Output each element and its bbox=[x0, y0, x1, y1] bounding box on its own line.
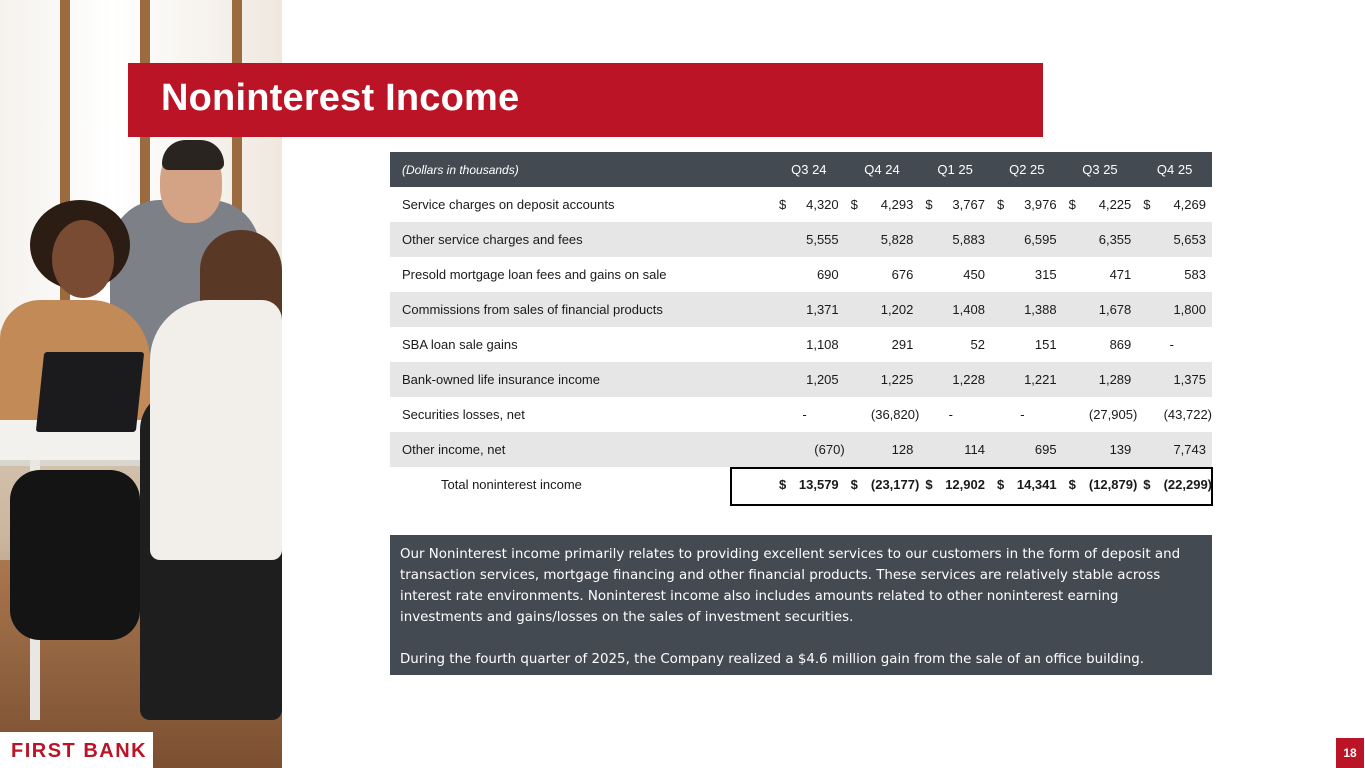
photo-person-client bbox=[150, 300, 282, 560]
table-row bbox=[390, 292, 1212, 327]
currency-symbol bbox=[845, 222, 865, 257]
currency-symbol bbox=[919, 257, 939, 292]
currency-symbol bbox=[773, 327, 793, 362]
currency-symbol bbox=[773, 222, 793, 257]
cell-value: - bbox=[802, 407, 807, 422]
cell-value: 3,767 bbox=[952, 197, 985, 212]
currency-symbol bbox=[1137, 222, 1157, 257]
currency-symbol bbox=[845, 292, 865, 327]
cell-value: 14,341 bbox=[1016, 477, 1057, 492]
noninterest-income-table bbox=[390, 152, 1212, 502]
cell-value: 151 bbox=[1034, 337, 1057, 352]
cell-value: 471 bbox=[1109, 267, 1132, 282]
currency-symbol bbox=[1063, 327, 1083, 362]
cell-value: 4,225 bbox=[1098, 197, 1132, 212]
cell-value: 3,976 bbox=[1024, 197, 1057, 212]
logo-text: FIRST BANK bbox=[11, 740, 148, 762]
cell-value: 13,579 bbox=[798, 477, 839, 492]
currency-symbol bbox=[991, 292, 1011, 327]
currency-symbol bbox=[991, 327, 1011, 362]
cell-value: 4,320 bbox=[806, 197, 839, 212]
logo bbox=[0, 732, 153, 768]
total-row bbox=[390, 467, 1212, 502]
table-row bbox=[390, 222, 1212, 257]
cell-value: 52 bbox=[970, 337, 985, 352]
cell-value: 695 bbox=[1034, 442, 1057, 457]
currency-symbol: $ bbox=[1068, 197, 1076, 212]
cell-value: 1,289 bbox=[1098, 372, 1132, 387]
currency-symbol: $ bbox=[1143, 477, 1151, 492]
photo-laptop bbox=[36, 352, 144, 432]
commentary-paragraph: During the fourth quarter of 2025, the Company realized a $4.6 million gain from the sale of an office building. bbox=[400, 652, 1145, 667]
cell-value: 5,883 bbox=[952, 232, 985, 247]
currency-symbol: $ bbox=[996, 197, 1005, 212]
cell-value: - bbox=[948, 407, 953, 422]
cell-value: 1,388 bbox=[1024, 302, 1057, 317]
cell-value: 676 bbox=[891, 267, 914, 282]
cell-value: (22,299) bbox=[1163, 477, 1212, 492]
currency-symbol bbox=[1137, 257, 1157, 292]
cell-value: 6,355 bbox=[1098, 232, 1132, 247]
currency-symbol bbox=[991, 222, 1011, 257]
currency-symbol bbox=[773, 362, 793, 397]
currency-symbol bbox=[1063, 432, 1083, 467]
cell-value: (43,722) bbox=[1163, 407, 1212, 422]
currency-symbol bbox=[845, 327, 865, 362]
currency-symbol bbox=[919, 327, 939, 362]
row-label: Other income, net bbox=[402, 442, 506, 457]
cell-value: 1,108 bbox=[806, 337, 839, 352]
currency-symbol: $ bbox=[850, 197, 858, 212]
page-number: 18 bbox=[1336, 738, 1364, 768]
currency-symbol bbox=[1063, 397, 1083, 432]
currency-symbol bbox=[845, 432, 865, 467]
photo-person-standing-hair bbox=[162, 140, 224, 170]
row-label: Securities losses, net bbox=[402, 407, 525, 422]
table-row bbox=[390, 257, 1212, 292]
currency-symbol bbox=[1063, 257, 1083, 292]
currency-symbol bbox=[845, 362, 865, 397]
cell-value: 139 bbox=[1109, 442, 1132, 457]
table-units-label: (Dollars in thousands) bbox=[402, 162, 519, 177]
row-label: Bank-owned life insurance income bbox=[402, 372, 600, 387]
title-bar bbox=[128, 63, 1043, 137]
row-label: SBA loan sale gains bbox=[402, 337, 518, 352]
cell-value: (23,177) bbox=[870, 477, 920, 492]
cell-value: 1,205 bbox=[806, 372, 839, 387]
cell-value: 1,800 bbox=[1173, 302, 1206, 317]
currency-symbol bbox=[919, 397, 939, 432]
column-header: Q2 25 bbox=[1009, 162, 1045, 177]
table-header-row bbox=[390, 152, 1212, 187]
currency-symbol bbox=[1137, 397, 1157, 432]
currency-symbol bbox=[919, 222, 939, 257]
cell-value: 7,743 bbox=[1173, 442, 1206, 457]
table-row bbox=[390, 362, 1212, 397]
currency-symbol: $ bbox=[925, 197, 933, 212]
currency-symbol bbox=[845, 397, 865, 432]
currency-symbol bbox=[991, 432, 1011, 467]
currency-symbol: $ bbox=[850, 477, 858, 492]
photo-person-seated-legs bbox=[10, 470, 140, 640]
column-header: Q4 25 bbox=[1156, 162, 1193, 177]
cell-value: 1,375 bbox=[1173, 372, 1206, 387]
column-header: Q3 24 bbox=[791, 162, 827, 177]
photo-person-seated-head bbox=[52, 220, 114, 298]
row-label: Commissions from sales of financial products bbox=[402, 302, 663, 317]
cell-value: 4,293 bbox=[880, 197, 914, 212]
commentary-panel bbox=[390, 535, 1212, 675]
row-label: Other service charges and fees bbox=[402, 232, 583, 247]
currency-symbol bbox=[991, 362, 1011, 397]
currency-symbol: $ bbox=[779, 197, 787, 212]
cell-value: 5,555 bbox=[806, 232, 839, 247]
currency-symbol bbox=[1137, 327, 1157, 362]
cell-value: 114 bbox=[964, 442, 985, 457]
cell-value: (27,905) bbox=[1088, 407, 1138, 422]
column-header: Q3 25 bbox=[1082, 162, 1118, 177]
cell-value: - bbox=[1020, 407, 1025, 422]
cell-value: 12,902 bbox=[945, 477, 985, 492]
cell-value: 869 bbox=[1109, 337, 1132, 352]
cell-value: (12,879) bbox=[1088, 477, 1138, 492]
row-label: Presold mortgage loan fees and gains on sale bbox=[402, 267, 667, 282]
cell-value: 1,678 bbox=[1098, 302, 1132, 317]
currency-symbol: $ bbox=[1143, 197, 1151, 212]
table-row bbox=[390, 327, 1212, 362]
row-label: Service charges on deposit accounts bbox=[402, 197, 615, 212]
cell-value: 690 bbox=[816, 267, 839, 282]
cell-value: 1,202 bbox=[880, 302, 914, 317]
table-row bbox=[390, 187, 1212, 222]
currency-symbol bbox=[773, 397, 793, 432]
currency-symbol bbox=[991, 257, 1011, 292]
cell-value: 6,595 bbox=[1024, 232, 1057, 247]
currency-symbol: $ bbox=[925, 477, 933, 492]
cell-value: 1,371 bbox=[806, 302, 839, 317]
cell-value: (670) bbox=[814, 442, 845, 457]
column-header: Q4 24 bbox=[864, 162, 900, 177]
cell-value: 1,408 bbox=[952, 302, 985, 317]
cell-value: 315 bbox=[1034, 267, 1057, 282]
currency-symbol bbox=[773, 432, 793, 467]
currency-symbol bbox=[845, 257, 865, 292]
currency-symbol bbox=[1063, 222, 1083, 257]
currency-symbol: $ bbox=[996, 477, 1005, 492]
cell-value: - bbox=[1169, 337, 1174, 352]
column-header: Q1 25 bbox=[937, 162, 973, 177]
cell-value: 5,653 bbox=[1173, 232, 1206, 247]
currency-symbol bbox=[1137, 292, 1157, 327]
commentary-paragraph: Our Noninterest income primarily relates to providing excellent services to our customers in the form of deposit and transaction services, mortgage financing and other financial products. These services are relatively stable across interest rate environments. Noninterest income also includes amounts related to other noninterest earning investments and gains/losses on the sales of investment securities. bbox=[400, 547, 1181, 625]
cell-value: 1,225 bbox=[880, 372, 914, 387]
cell-value: 450 bbox=[963, 267, 985, 282]
currency-symbol: $ bbox=[1068, 477, 1076, 492]
cell-value: 291 bbox=[891, 337, 914, 352]
currency-symbol bbox=[919, 362, 939, 397]
currency-symbol bbox=[919, 432, 939, 467]
cell-value: 4,269 bbox=[1173, 197, 1206, 212]
currency-symbol bbox=[773, 257, 793, 292]
currency-symbol bbox=[1137, 362, 1157, 397]
currency-symbol bbox=[919, 292, 939, 327]
cell-value: 1,221 bbox=[1024, 372, 1057, 387]
currency-symbol: $ bbox=[779, 477, 787, 492]
page-title: Noninterest Income bbox=[161, 77, 520, 119]
currency-symbol bbox=[1063, 362, 1083, 397]
currency-symbol bbox=[1063, 292, 1083, 327]
table-row bbox=[390, 397, 1212, 432]
cell-value: 5,828 bbox=[880, 232, 914, 247]
row-label: Total noninterest income bbox=[441, 477, 582, 492]
currency-symbol bbox=[1137, 432, 1157, 467]
currency-symbol bbox=[991, 397, 1011, 432]
cell-value: 583 bbox=[1184, 267, 1206, 282]
cell-value: 1,228 bbox=[952, 372, 985, 387]
table-row bbox=[390, 432, 1212, 467]
cell-value: (36,820) bbox=[870, 407, 920, 422]
currency-symbol bbox=[773, 292, 793, 327]
cell-value: 128 bbox=[891, 442, 914, 457]
